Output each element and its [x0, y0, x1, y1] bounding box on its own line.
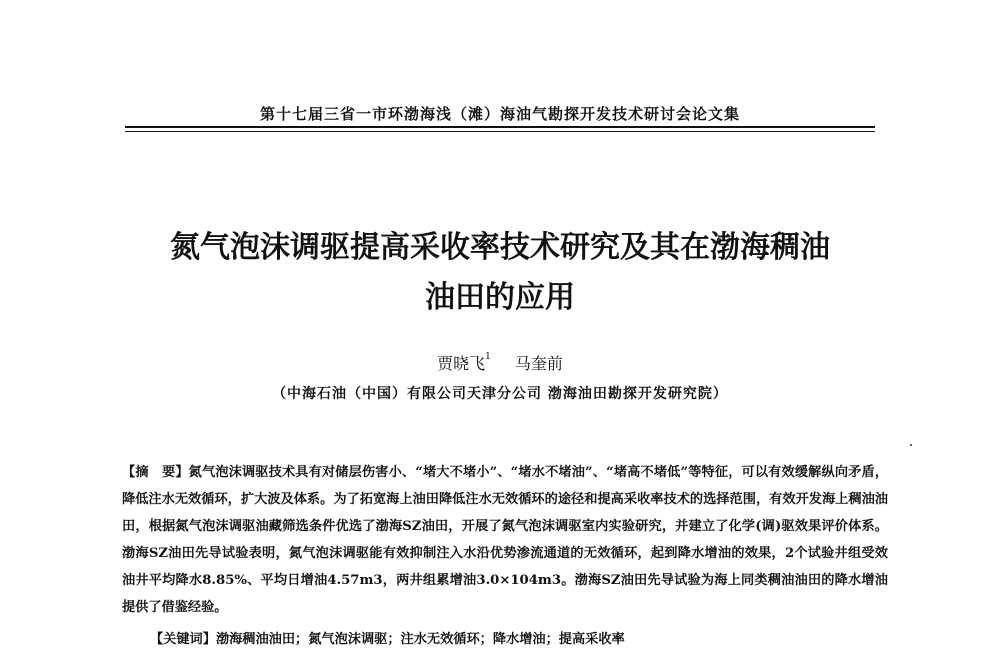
keywords-label: 【关键词】 — [150, 632, 216, 647]
authors — [0, 351, 1000, 374]
keywords-text: 渤海稠油油田；氮气泡沫调驱；注水无效循环；降水增油；提高采收率 — [215, 632, 625, 647]
abstract-text: 氮气泡沫调驱技术具有对储层伤害小、“堵大不堵小”、“堵水不堵油”、“堵高不堵低”等特征，可以有效缓解纵向矛盾，降低注水无效循环，扩大波及体系。为了拓宽海上油田降低注水无效循环的途径和提高采收率技术的选择范围，有效开发海上稠油油田，根据氮气泡沫调驱油藏筛选条件优选了渤海SZ油田，开展了氮气泡沫调驱室内实验研究，并建立了化学(调)驱效果评价体系。渤海SZ油田先导试验表明，氮气泡沫调驱能有效抑制注入水沿优势渗流通道的无效循环，起到降水增油的效果，2个试验井组受效油井平均降水8.85%、平均日增油4.57m3，两井组累增油3.0×104m3。渤海SZ油田先导试验为海上同类稠油油田的降水增油提供了借鉴经验。 — [122, 465, 889, 615]
header-rule-thin — [125, 131, 875, 132]
author-1: 贾晓飞 — [437, 354, 486, 373]
abstract — [122, 459, 888, 621]
title-line-1: 氮气泡沫调驱提高采收率技术研究及其在渤海稠油 — [170, 230, 830, 265]
abstract-label: 【摘 要】 — [122, 465, 189, 480]
header-rule-thick — [125, 126, 875, 128]
proceedings-header: 第十七届三省一市环渤海浅（滩）海油气勘探开发技术研讨会论文集 — [259, 105, 740, 123]
speck-mark — [910, 444, 912, 446]
keywords — [150, 628, 880, 647]
author-2: 马奎前 — [514, 354, 563, 373]
affiliation: （中海石油（中国）有限公司天津分公司 渤海油田勘探开发研究院） — [272, 386, 728, 402]
author-1-superscript: 1 — [485, 352, 491, 362]
title-line-2: 油田的应用 — [425, 280, 575, 315]
paper-title — [100, 223, 900, 323]
